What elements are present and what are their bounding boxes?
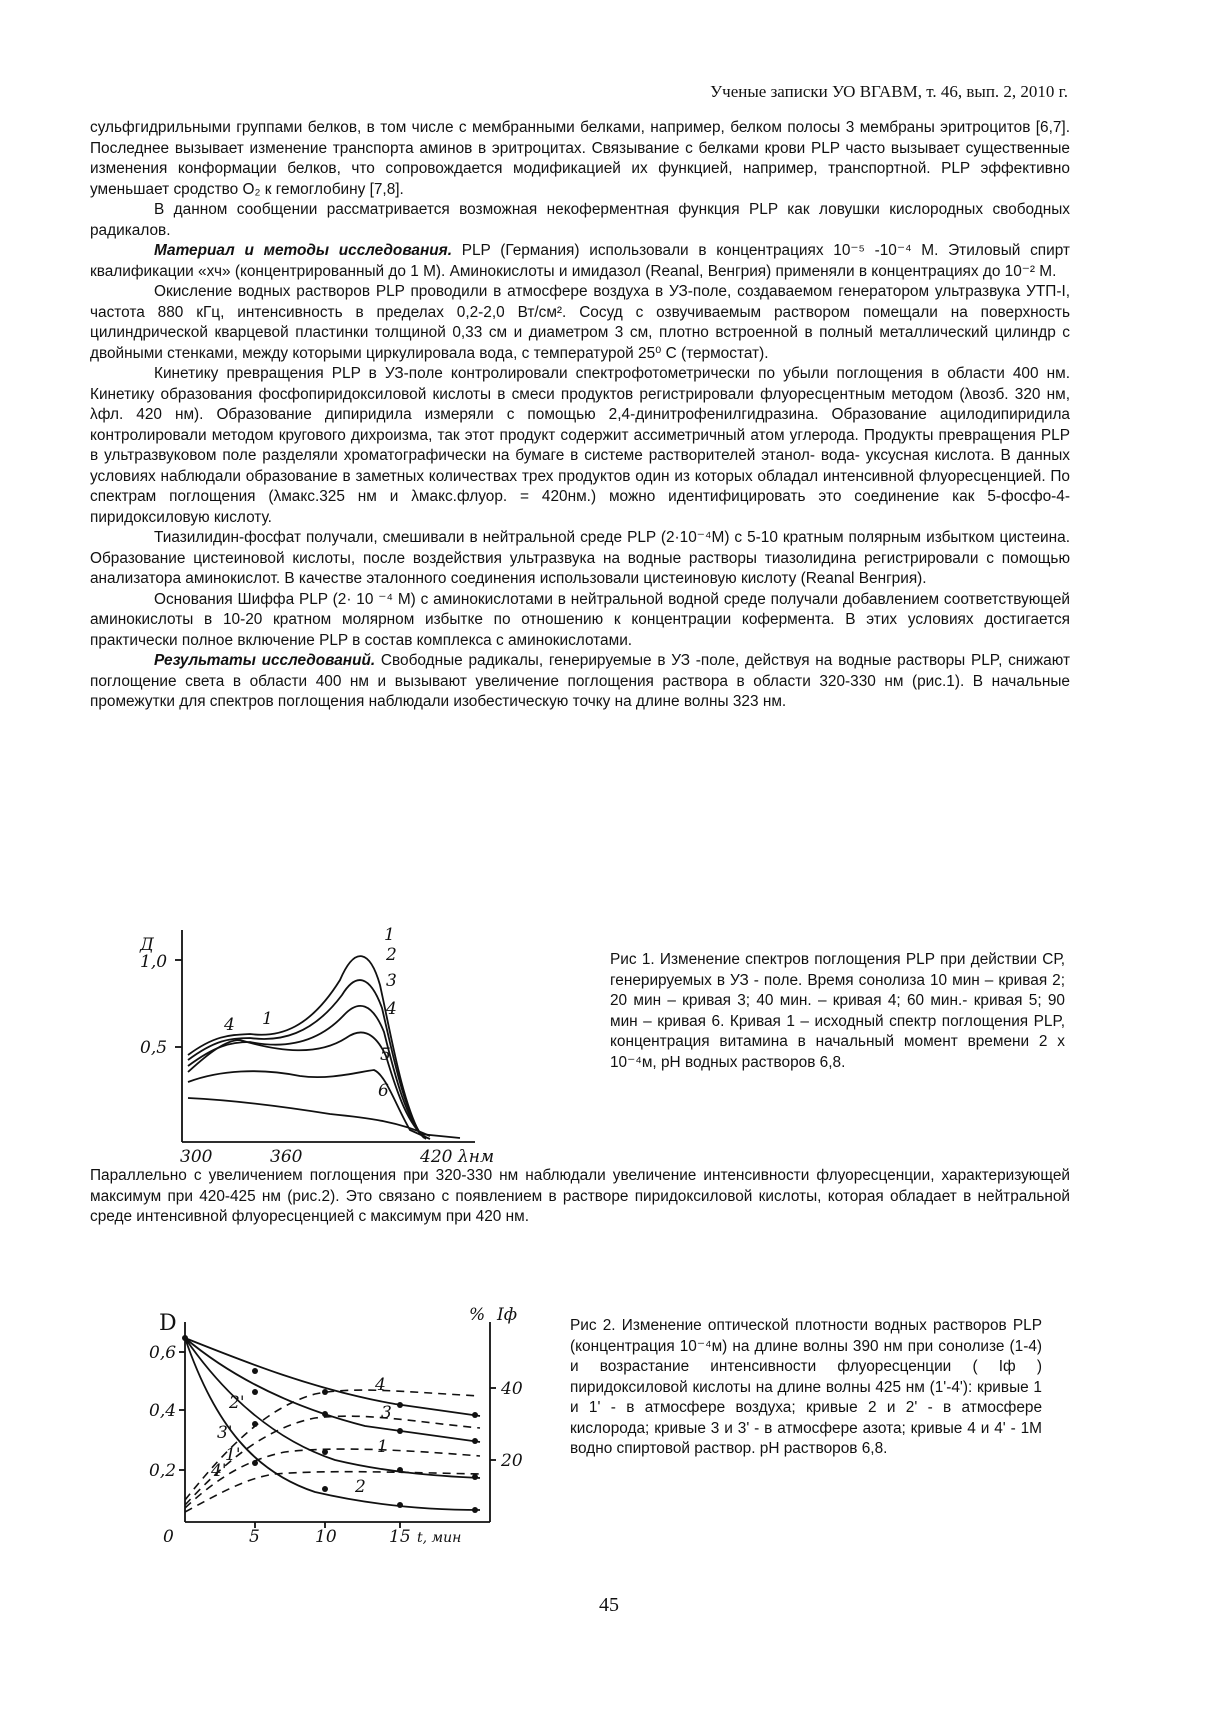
fig1-x-tick-360: 360 bbox=[270, 1147, 303, 1165]
fig1-curve-label-2: 2 bbox=[386, 945, 397, 965]
paragraph-5: Кинетику превращения PLP в УЗ-поле контролировали спектрофотометрически по убыли поглощения в области 400 нм. Кинетику образования фосфопиридоксиловой кислоты в смеси продуктов регистрировали флуоресцентным методом (λвозб. 320 нм, λфл. 420 нм). Образование дипиридила измеряли с помощью 2,4-динитрофенилгидразина. Образование ацилодипиридила контролировали методом кругового дихроизма, так этот продукт содержит ассиметричный атом углерода. Продукты превращения PLP в ультразвуковом поле разделяли хроматографически на бумаге в системе растворителей этанол- вода- уксусная кислота. В данных условиях наблюдали образование в заметных количествах трех продуктов один из которых обладал интенсивной флуоресценцией. По спектрам поглощения (λмакс.325 нм и λмакс.флуор. = 420нм.) можно идентифицировать это соединение как 5-фосфо-4-пиридоксиловую кислоту. bbox=[90, 365, 1070, 526]
fig1-y-tick-05: 0,5 bbox=[140, 1038, 168, 1058]
fig2-curve-label-2prime: 2' bbox=[229, 1393, 245, 1413]
fig2-curve-label-4prime: 4' bbox=[211, 1461, 227, 1481]
fig1-x-tick-420: 420 bbox=[420, 1147, 453, 1165]
fig1-curve-label-5: 5 bbox=[380, 1045, 391, 1065]
fig1-curve-label-6: 6 bbox=[378, 1081, 389, 1101]
results-text: Свободные радикалы, генерируемые в УЗ -поле, действуя на водные растворы PLP, снижают поглощение света в области 400 нм и вызывают увеличение поглощения раствора в области 320-330 нм (рис.1). В начальные промежутки для спектров поглощения наблюдали изобестическую точку на длине волны 323 нм. bbox=[90, 652, 1070, 710]
figure-1-spectra bbox=[130, 910, 530, 1165]
figure-2-caption: Рис 2. Изменение оптической плотности водных растворов PLP (концентрация 10⁻⁴м) на длине волны 390 нм при сонолизе (1-4) и возрастание интенсивности флуоресценции ( Iф ) пиридоксиловой кислоты на длине волны 425 нм (1'-4'): кривые 1 и 1' - в атмосфере воздуха; кривые 2 и 2' - в атмосфере кислорода; кривые 3 и 3' - в атмосфере азота; кривые 4 и 4' - 1М водно спиртовой раствор. рН растворов 6,8. bbox=[570, 1317, 1042, 1457]
fig2-y-tick-04: 0,4 bbox=[149, 1401, 177, 1421]
fig1-curve-label-1: 1 bbox=[384, 925, 395, 945]
journal-header: Ученые записки УО ВГАВМ, т. 46, вып. 2, 2010 г. bbox=[710, 82, 1068, 101]
fig2-x-tick-5: 5 bbox=[249, 1527, 260, 1547]
figure-2-kinetics bbox=[145, 1300, 555, 1555]
methods-text: PLP (Германия) использовали в концентрациях 10⁻⁵ -10⁻⁴ М. Этиловый спирт квалификации «хч» (концентрированный до 1 М). Аминокислоты и имидазол (Reanal, Венгрия) применяли в концентрациях до 10⁻² М. bbox=[90, 242, 1070, 280]
fig2-curve-label-1: 1 bbox=[377, 1437, 388, 1457]
fig2-x-unit: t, мин bbox=[417, 1530, 462, 1546]
fig2-curve-label-2: 2 bbox=[355, 1477, 366, 1497]
fig1-curve-label-4-left: 4 bbox=[224, 1015, 235, 1035]
paragraph-2: В данном сообщении рассматривается возможная некоферментная функция PLP как ловушки кислородных свободных радикалов. bbox=[90, 201, 1070, 239]
paragraph-8 bbox=[90, 651, 1070, 713]
fig2-curve-label-3prime: 3' bbox=[217, 1423, 233, 1443]
page-number: 45 bbox=[599, 1594, 619, 1616]
fig2-x-tick-10: 10 bbox=[315, 1527, 337, 1547]
fig2-curve-label-4: 4 bbox=[375, 1375, 386, 1395]
fig2-curve-label-3: 3 bbox=[381, 1403, 392, 1423]
article-body bbox=[90, 118, 1070, 713]
fig2-y-tick-02: 0,2 bbox=[149, 1461, 177, 1481]
fig1-curve-label-1-left: 1 bbox=[262, 1009, 273, 1029]
paragraph-fluorescence: Параллельно с увеличением поглощения при 320-330 нм наблюдали увеличение интенсивности флуоресценции, характеризующей максимум при 420-425 нм (рис.2). Это связано с появлением в растворе пиридоксиловой кислоты, которая обладает в нейтральной среде интенсивной флуоресценцией с максимум при 420 нм. bbox=[90, 1167, 1070, 1225]
fig2-x-tick-15: 15 bbox=[389, 1527, 411, 1547]
results-heading: Результаты исследований. bbox=[154, 652, 376, 669]
paragraph-6: Тиазилидин-фосфат получали, смешивали в нейтральной среде PLP (2·10⁻⁴М) с 5-10 кратным полярным избытком цистеина. Образование цистеиновой кислоты, после воздействия ультразвука на водные растворы тиазолидина регистрировали с помощью анализатора аминокислот. В качестве эталонного соединения использовали цистеиновую кислоту (Reanal Венгрия). bbox=[90, 529, 1070, 587]
paragraph-4: Окисление водных растворов PLP проводили в атмосфере воздуха в УЗ-поле, создаваемом генератором ультразвука УТП-I, частота 880 кГц, интенсивность в пределах 0,2-2,0 Вт/см². Сосуд с озвучиваемым раствором помещали на поверхность цилиндрической кварцевой пластинки толщиной 0,33 см и диаметром 3 см, плотно встроенной в полный металлический цилиндр с двойными стенками, между которыми циркулировала вода, с температурой 25⁰ С (термостат). bbox=[90, 283, 1070, 362]
fig2-curve-label-1prime: 1' bbox=[225, 1445, 241, 1465]
figure-1-caption: Рис 1. Изменение спектров поглощения PLP при действии СР, генерируемых в УЗ - поле. Время сонолиза 10 мин – кривая 2; 20 мин – кривая 3; 40 мин. – кривая 4; 60 мин.- кривая 5; 90 мин – кривая 6. Кривая 1 – исходный спектр поглощения PLP, концентрация витамина в начальный момент времени 2 x 10⁻⁴м, рН водных растворов 6,8. bbox=[610, 951, 1065, 1071]
fig2-right-tick-20: 20 bbox=[501, 1451, 523, 1471]
fig2-right-unit: Iф bbox=[497, 1305, 518, 1325]
fig2-y-label: D bbox=[159, 1311, 177, 1336]
fig1-curve-label-4: 4 bbox=[386, 999, 397, 1019]
fig1-y-label: Д bbox=[140, 935, 154, 955]
paragraph-7: Основания Шиффа PLP (2· 10 ⁻⁴ М) с аминокислотами в нейтральной водной среде получали добавлением соответствующей аминокислоты в 10-20 кратном молярном избытке по отношению к концентрации кофермента. В этих условиях достигается практически полное включение PLP в состав комплекса с аминокислотами. bbox=[90, 590, 1070, 649]
fig2-y-tick-06: 0,6 bbox=[149, 1343, 177, 1363]
fig1-x-tick-300: 300 bbox=[180, 1147, 213, 1165]
paragraph-3 bbox=[90, 241, 1070, 282]
fig1-curve-label-3: 3 bbox=[386, 971, 397, 991]
paragraph-1: сульфгидрильными группами белков, в том числе с мембранными белками, например, белком полосы 3 мембраны эритроцитов [6,7]. Последнее вызывает изменение транспорта аминов в эритроцитах. Связывание с белками крови PLP часто вызывает существенные изменения конформации белков, что сопровождается модификацией их функцией, например, транспортной. PLP эффективно уменьшает сродство O₂ к гемоглобину [7,8]. bbox=[90, 119, 1070, 198]
fig2-right-tick-40: 40 bbox=[501, 1379, 523, 1399]
fig1-y-tick-1: 1,0 bbox=[140, 952, 168, 972]
fig1-x-unit: λнм bbox=[458, 1147, 495, 1165]
fig2-y-tick-0: 0 bbox=[163, 1527, 174, 1547]
fig2-right-label: % bbox=[469, 1305, 486, 1325]
methods-heading: Материал и методы исследования. bbox=[154, 242, 453, 259]
